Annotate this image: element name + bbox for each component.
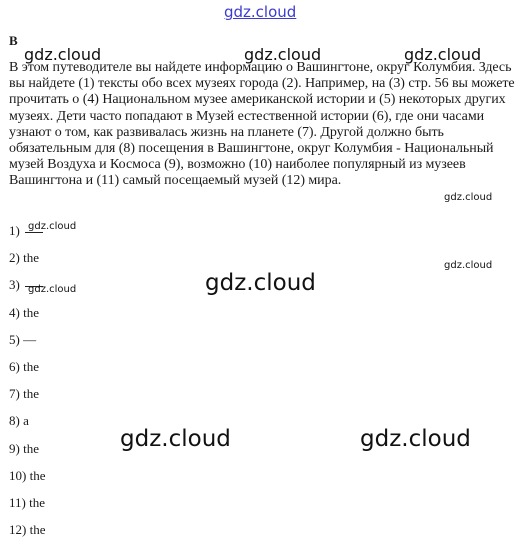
answer-item-7 — [9, 386, 45, 413]
answer-item-4 — [9, 305, 45, 332]
answer-value: — — [23, 331, 37, 347]
watermark-overlay: gdz.cloud — [120, 426, 231, 452]
answer-value: the — [23, 304, 39, 320]
answer-item-11 — [9, 495, 45, 522]
answer-value: the — [23, 386, 39, 402]
watermark-overlay: gdz.cloud — [404, 45, 482, 64]
watermark-inline: gdz.cloud — [28, 221, 77, 232]
answer-value: the — [29, 467, 46, 483]
answer-value: the — [23, 440, 39, 456]
answer-number: 7) — [9, 386, 20, 402]
answer-list — [9, 221, 77, 549]
answer-number: 10) — [9, 467, 27, 483]
answer-value: the — [29, 522, 46, 538]
answer-number: 11) — [9, 494, 26, 510]
answer-number: 3) — [9, 277, 20, 293]
watermark-top[interactable]: gdz.cloud — [224, 3, 297, 21]
answer-item-8 — [9, 413, 45, 440]
watermark-overlay: gdz.cloud — [244, 45, 322, 64]
answer-number: 9) — [9, 440, 20, 456]
answer-item-9 — [9, 441, 45, 468]
answer-item-12 — [9, 522, 45, 549]
exercise-paragraph: В этом путеводителе вы найдете информацию о Вашингтоне, округ Колумбия. Здесь вы найдете (1) тексты обо всех музеях города (2). Например, на (3) стр. 56 вы можете прочитать о (4) Национальном музее американской истории и (5) некоторых других музеях. Дети часто попадают в Музей естественной истории (6), где они часами узнают о том, как развивалась жизнь на планете (7). Другой должно быть обязательным для (8) посещения в Вашингтоне, округ Колумбия - Национальный музей Воздуха и Космоса (9), возможно (10) наиболее популярный из музеев Вашингтона и (11) самый посещаемый музей (12) мира. — [9, 60, 515, 189]
answer-number: 1) — [9, 223, 20, 238]
answer-value: the — [23, 358, 39, 374]
answer-item-10 — [9, 468, 45, 495]
section-letter: B — [9, 33, 18, 48]
watermark-overlay: gdz.cloud — [205, 270, 316, 296]
answer-number: 12) — [9, 522, 27, 538]
answer-item-3 — [9, 277, 77, 304]
answer-number: 2) — [9, 250, 20, 266]
answer-value: a — [23, 413, 29, 429]
answer-value: the — [23, 250, 39, 266]
answer-item-6 — [9, 359, 45, 386]
answer-item-2 — [9, 250, 45, 277]
watermark-inline: gdz.cloud — [28, 284, 77, 296]
watermark-overlay: gdz.cloud — [444, 260, 493, 271]
watermark-overlay: gdz.cloud — [444, 192, 493, 203]
answer-value: the — [29, 494, 45, 510]
watermark-overlay: gdz.cloud — [24, 45, 102, 64]
watermark-overlay: gdz.cloud — [360, 426, 471, 452]
answer-item-5 — [9, 332, 45, 359]
answer-number: 6) — [9, 358, 20, 374]
answer-item-1 — [9, 221, 77, 250]
answer-number: 4) — [9, 304, 20, 320]
answer-number: 8) — [9, 413, 20, 429]
answer-number: 5) — [9, 331, 20, 347]
